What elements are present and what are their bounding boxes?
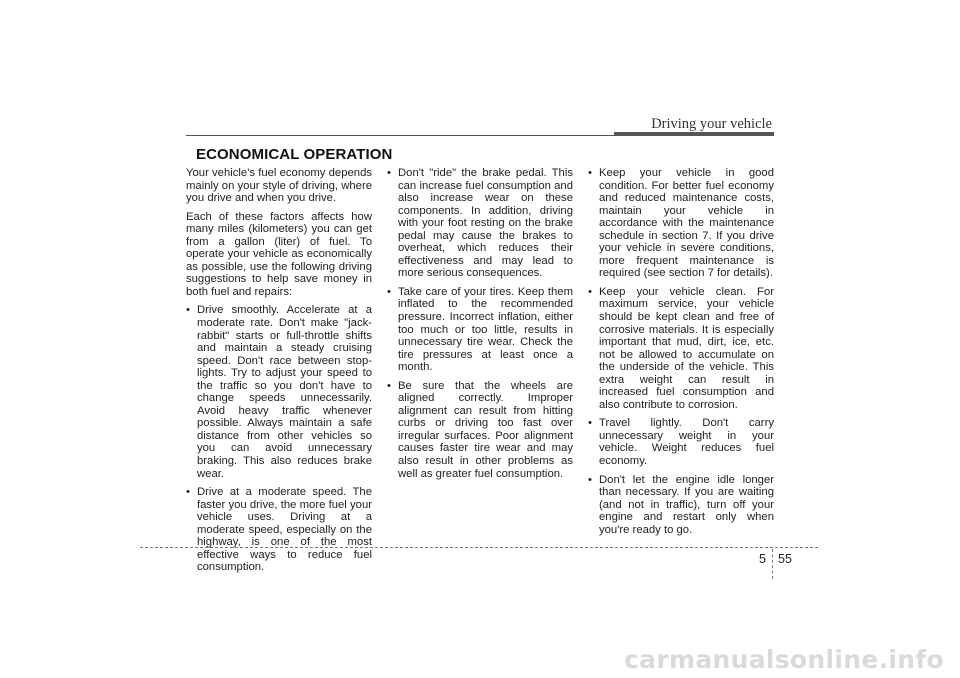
bullet-icon: • bbox=[387, 379, 391, 392]
tip-text: Drive at a moderate speed. The faster you drive, the more fuel your vehicle uses. Driving at a moderate speed, especially on the highway, is one of the most effective ways to reduce fuel consumption. bbox=[197, 486, 372, 574]
tip-item bbox=[186, 304, 372, 480]
tip-text: Keep your vehicle in good condition. For better fuel economy and reduced maintenance costs, maintain your vehicle in accordance with the maintenance schedule in section 7. If you drive your vehicle in severe conditions, more frequent maintenance is required (see section 7 for details). bbox=[599, 167, 774, 280]
tip-item bbox=[186, 486, 372, 574]
tips-list-1 bbox=[186, 304, 372, 573]
tip-text: Drive smoothly. Accelerate at a moderate rate. Don't make "jack-rabbit" starts or full-throttle shifts and maintain a steady cruising speed. Don't race between stop-lights. Try to adjust your speed to the traffic so you don't have to change speeds unnecessarily. Avoid heavy traffic whenever possible. Always maintain a safe distance from other vehicles so you can avoid unnecessary braking. This also reduces brake wear. bbox=[197, 304, 372, 480]
bullet-icon: • bbox=[588, 167, 592, 179]
tip-item bbox=[387, 380, 573, 480]
page-number: 55 bbox=[778, 552, 792, 566]
tip-text: Be sure that the wheels are aligned correctly. Improper alignment can result from hitting curbs or driving too fast over irregular surfaces. Poor alignment causes faster tire wear and may also result in other problems as well as greater fuel consumption. bbox=[398, 379, 573, 480]
tip-item bbox=[588, 167, 774, 280]
bullet-icon: • bbox=[588, 473, 592, 486]
header-rule-accent bbox=[614, 132, 774, 136]
tip-text: Keep your vehicle clean. For maximum service, your vehicle should be kept clean and free of corrosive materials. It is especially important that mud, dirt, ice, etc. not be allowed to accumulate on the underside of the vehicle. This extra weight can result in increased fuel consumption and also contribute to corrosion. bbox=[599, 285, 774, 411]
tip-item bbox=[387, 286, 573, 374]
tip-item bbox=[588, 417, 774, 467]
text-column-2 bbox=[387, 167, 573, 486]
tip-text: Don't let the engine idle longer than necessary. If you are waiting (and not in traffic), turn off your engine and restart only when you're ready to go. bbox=[599, 473, 774, 536]
tips-list-3 bbox=[588, 167, 774, 536]
intro-paragraph-1: Your vehicle's fuel economy depends mainly on your style of driving, where you drive and when you drive. bbox=[186, 167, 372, 205]
tip-item bbox=[588, 286, 774, 411]
watermark: carmanualsonline.info bbox=[624, 645, 944, 674]
tip-text: Take care of your tires. Keep them inflated to the recommended pressure. Incorrect inflation, either too much or too little, results in unnecessary tire wear. Check the tire pressures at least once a month. bbox=[398, 285, 573, 374]
tip-text: Don't "ride" the brake pedal. This can increase fuel consumption and also increase wear on these components. In addition, driving with your foot resting on the brake pedal may cause the brakes to overheat, which reduces their effectiveness and may lead to more serious consequences. bbox=[398, 167, 573, 280]
bullet-icon: • bbox=[387, 285, 391, 298]
page-heading: ECONOMICAL OPERATION bbox=[196, 146, 393, 163]
page-number-separator bbox=[772, 549, 773, 579]
bullet-icon: • bbox=[588, 285, 592, 298]
bullet-icon: • bbox=[387, 167, 391, 179]
tip-text: Travel lightly. Don't carry unnecessary weight in your vehicle. Weight reduces fuel economy. bbox=[599, 417, 774, 468]
bullet-icon: • bbox=[588, 417, 592, 430]
bullet-icon: • bbox=[186, 486, 190, 499]
intro-paragraph-2: Each of these factors affects how many miles (kilometers) you can get from a gallon (liter) of fuel. To operate your vehicle as economically as possible, use the following driving suggestions to help save money in both fuel and repairs: bbox=[186, 210, 372, 298]
text-column-3 bbox=[588, 167, 774, 542]
footer-rule bbox=[140, 547, 818, 548]
section-title: Driving your vehicle bbox=[651, 116, 772, 132]
tips-list-2 bbox=[387, 167, 573, 480]
chapter-number: 5 bbox=[759, 552, 766, 566]
tip-item bbox=[387, 167, 573, 280]
bullet-icon: • bbox=[186, 304, 190, 317]
text-column-1 bbox=[186, 167, 372, 580]
tip-item bbox=[588, 474, 774, 537]
